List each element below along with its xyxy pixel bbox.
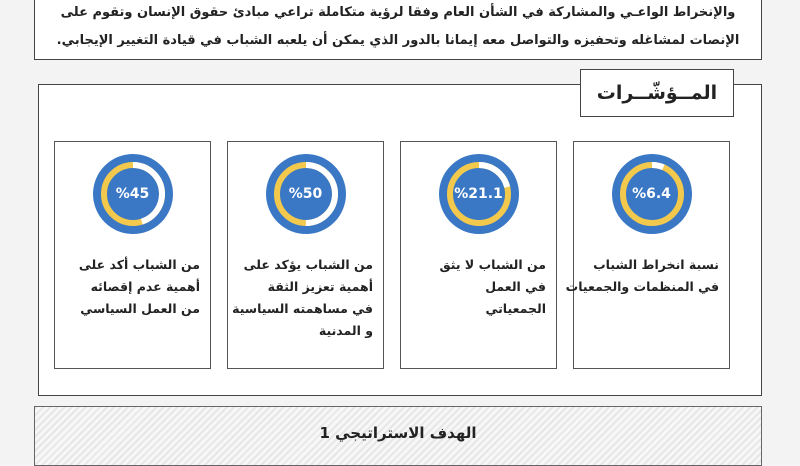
indicator-description [411,254,546,320]
strategic-goal-section [34,406,762,466]
indicators-title: المــؤشّــرات [580,69,734,117]
description-line: نسبة انخراط الشباب [593,257,719,272]
gauge-value: %21.1 [454,186,503,202]
indicator-description [232,254,373,342]
intro-text-box [34,0,762,60]
description-line: من الشباب لا يثق [439,257,546,272]
description-line: أهمية عدم إقصائه [90,279,200,294]
gauge-1 [612,154,692,234]
description-line: و المدنية [318,323,373,338]
gauge-2 [439,154,519,234]
description-line: في مساهمته السياسية [232,301,373,316]
gauge-4 [93,154,173,234]
intro-line-1: والإنخراط الواعـي والمشاركة في الشأن العام وفقا لرؤية متكاملة تراعي مبادئ حقوق الإنسان وتقوم على [60,5,736,20]
indicator-card-1 [565,141,730,369]
description-line: في المنظمات والجمعيات [565,279,719,294]
description-line: من الشباب يؤكد على [243,257,373,272]
indicator-card-2 [400,141,557,369]
description-line: من الشباب أكد على [78,257,200,272]
strategic-goal-title: الهدف الاستراتيجي 1 [319,424,477,442]
gauge-value: %6.4 [632,186,671,202]
gauge-3 [266,154,346,234]
gauge-value: %45 [115,186,150,202]
description-line: من العمل السياسي [80,301,200,316]
description-line: أهمية تعزيز الثقة [267,279,373,294]
indicator-card-4 [54,141,211,369]
indicator-description [565,254,719,298]
description-line: في العمل [485,279,546,294]
indicator-description [65,254,200,320]
indicator-card-3 [227,141,384,369]
description-line: الجمعياتي [485,301,546,316]
intro-line-2: الإنصات لمشاغله وتحفيزه والتواصل معه إيمانا بالدور الذي يمكن أن يلعبه الشباب في قيادة التغيير الإيجابي. [56,33,740,48]
gauge-value: %50 [288,186,323,202]
